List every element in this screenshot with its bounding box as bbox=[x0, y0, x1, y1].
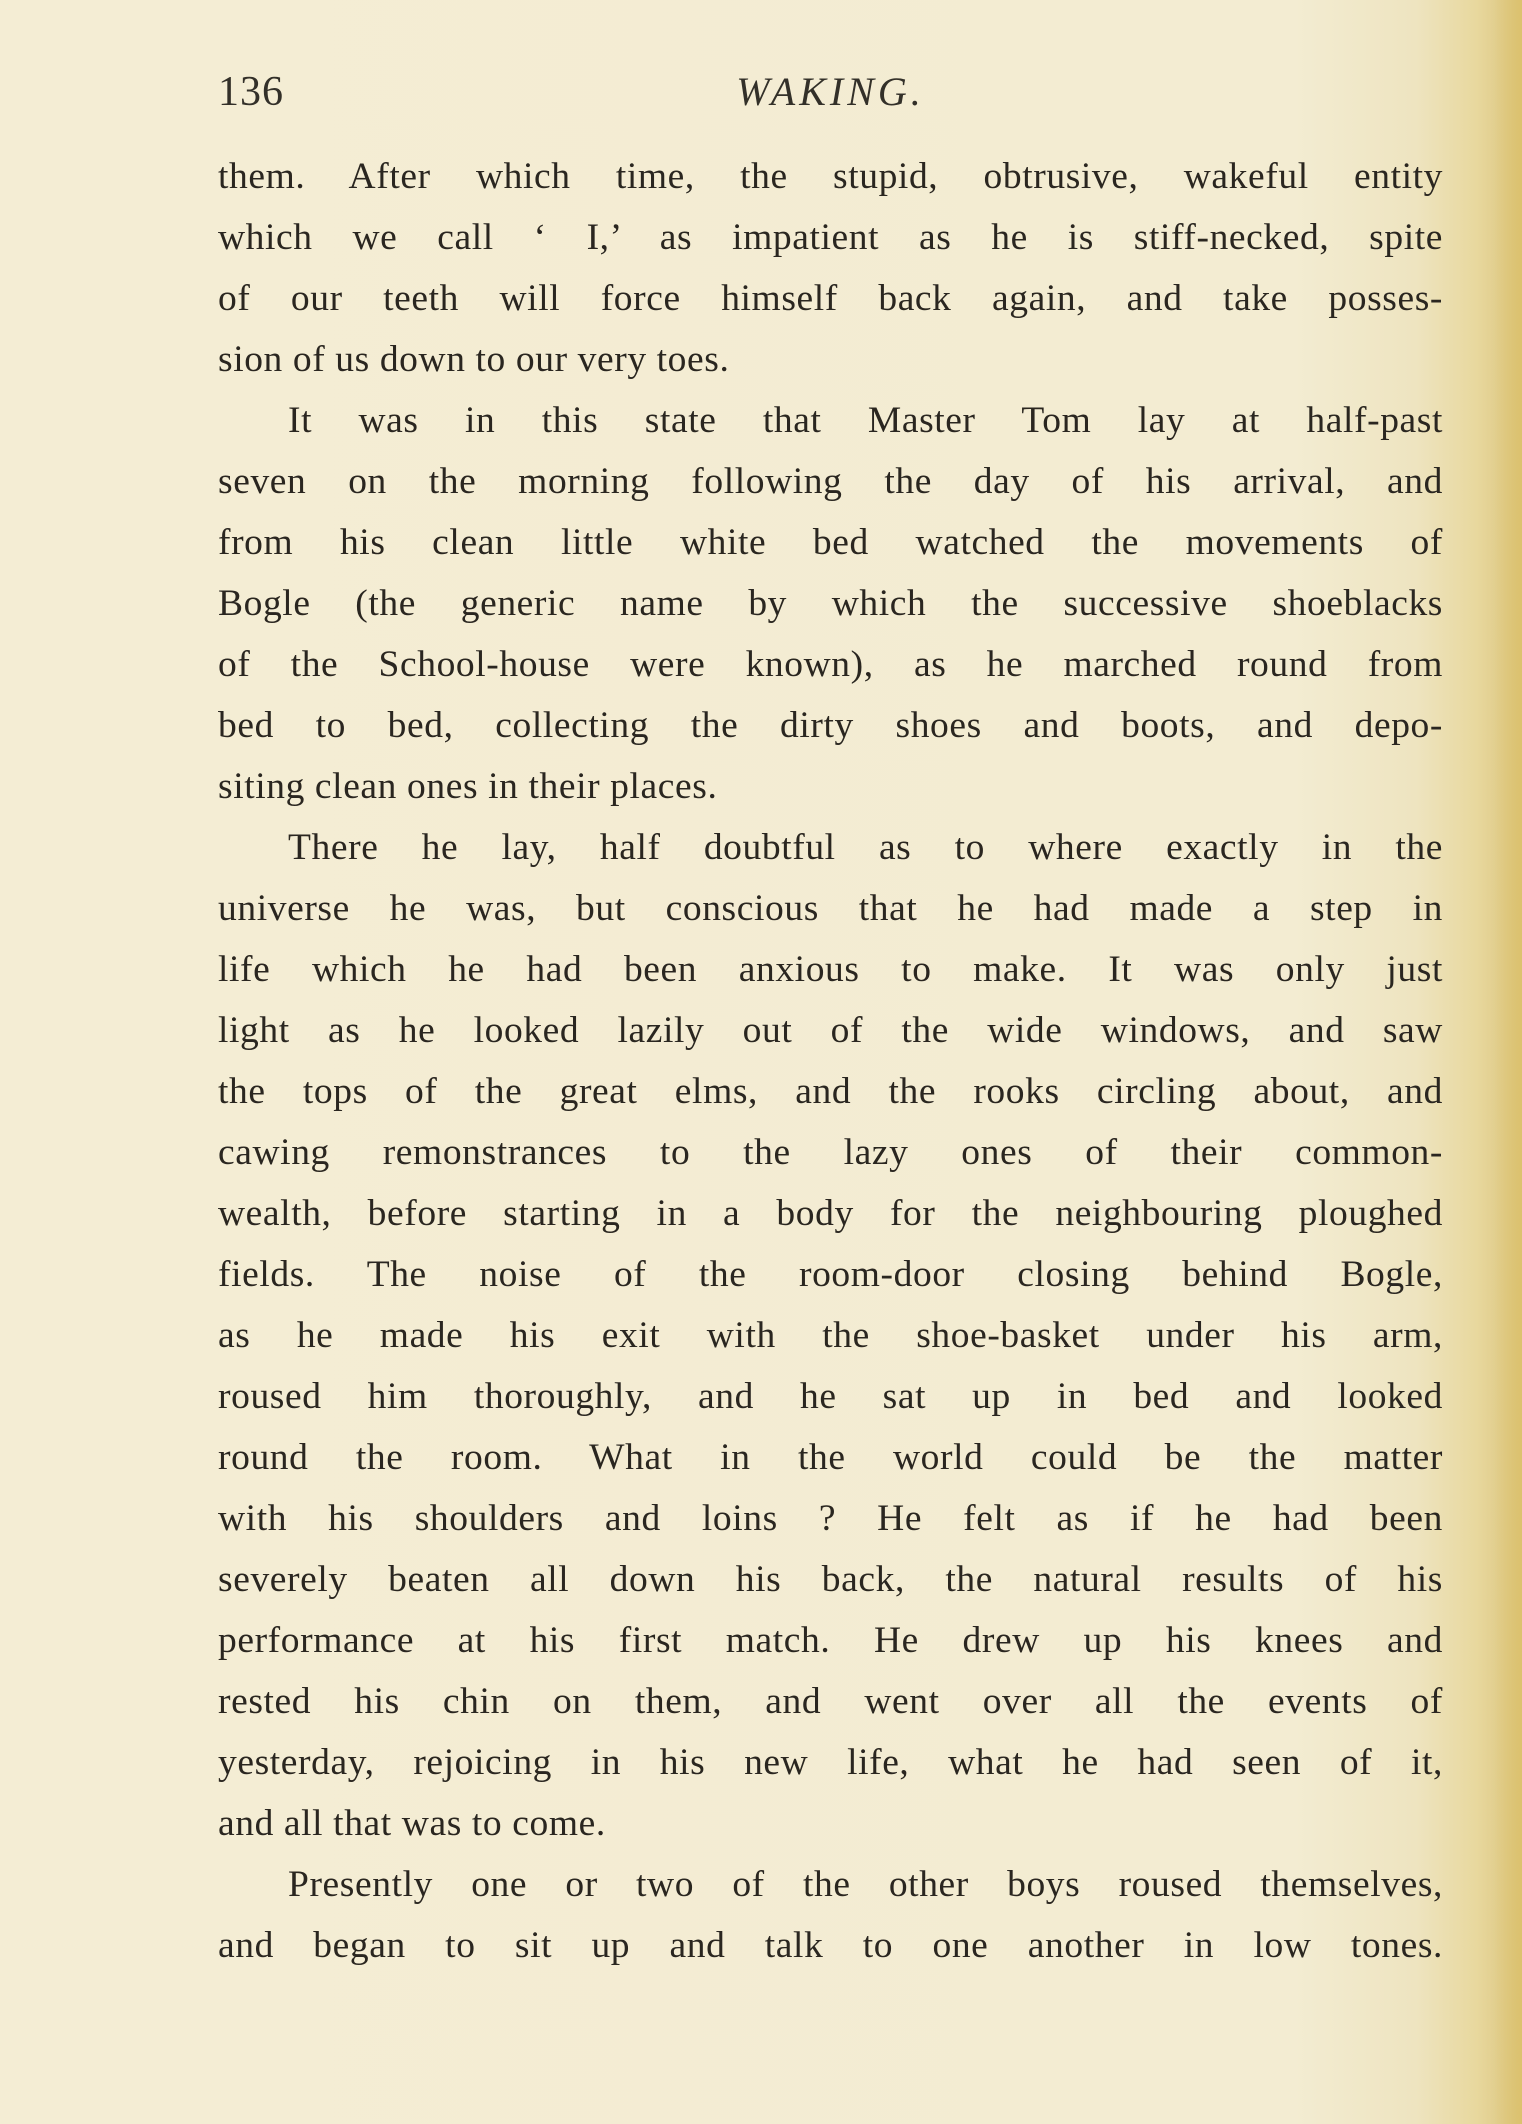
page-edge bbox=[1494, 0, 1522, 2124]
text-line: severely beaten all down his back, the natural results of his bbox=[218, 1559, 1443, 1600]
text-line: life which he had been anxious to make. It was only just bbox=[218, 949, 1443, 990]
text-line: performance at his first match. He drew up his knees and bbox=[218, 1620, 1443, 1661]
text-line: bed to bed, collecting the dirty shoes and boots, and depo- bbox=[218, 705, 1443, 746]
text-line: and began to sit up and talk to one another in low tones. bbox=[218, 1925, 1443, 1966]
running-head bbox=[218, 68, 1443, 128]
text-line: from his clean little white bed watched the movements of bbox=[218, 522, 1443, 563]
text-line: as he made his exit with the shoe-basket under his arm, bbox=[218, 1315, 1443, 1356]
text-line: them. After which time, the stupid, obtrusive, wakeful entity bbox=[218, 156, 1443, 197]
text-line: and all that was to come. bbox=[218, 1803, 606, 1844]
text-line: seven on the morning following the day of his arrival, and bbox=[218, 461, 1443, 502]
paragraph-first-line: Presently one or two of the other boys roused themselves, bbox=[288, 1864, 1443, 1905]
text-line: with his shoulders and loins ? He felt as if he had been bbox=[218, 1498, 1443, 1539]
page-number: 136 bbox=[218, 69, 284, 115]
text-line: fields. The noise of the room-door closing behind Bogle, bbox=[218, 1254, 1443, 1295]
text-line: Bogle (the generic name by which the successive shoeblacks bbox=[218, 583, 1443, 624]
paragraph-first-line: There he lay, half doubtful as to where exactly in the bbox=[288, 827, 1443, 868]
text-line: which we call ‘ I,’ as impatient as he is stiff-necked, spite bbox=[218, 217, 1443, 258]
paragraph-first-line: It was in this state that Master Tom lay at half-past bbox=[288, 400, 1443, 441]
text-line: light as he looked lazily out of the wide windows, and saw bbox=[218, 1010, 1443, 1051]
text-line: of the School-house were known), as he marched round from bbox=[218, 644, 1443, 685]
text-line: round the room. What in the world could be the matter bbox=[218, 1437, 1443, 1478]
text-line: yesterday, rejoicing in his new life, what he had seen of it, bbox=[218, 1742, 1443, 1783]
text-line: siting clean ones in their places. bbox=[218, 766, 718, 807]
text-line: rested his chin on them, and went over all the events of bbox=[218, 1681, 1443, 1722]
text-line: wealth, before starting in a body for the neighbouring ploughed bbox=[218, 1193, 1443, 1234]
text-line: sion of us down to our very toes. bbox=[218, 339, 730, 380]
body-text bbox=[218, 146, 1443, 1976]
text-line: of our teeth will force himself back again, and take posses- bbox=[218, 278, 1443, 319]
text-line: cawing remonstrances to the lazy ones of their common- bbox=[218, 1132, 1443, 1173]
text-line: roused him thoroughly, and he sat up in bed and looked bbox=[218, 1376, 1443, 1417]
text-line: universe he was, but conscious that he had made a step in bbox=[218, 888, 1443, 929]
text-line: the tops of the great elms, and the rooks circling about, and bbox=[218, 1071, 1443, 1112]
running-title: WAKING. bbox=[736, 69, 925, 114]
